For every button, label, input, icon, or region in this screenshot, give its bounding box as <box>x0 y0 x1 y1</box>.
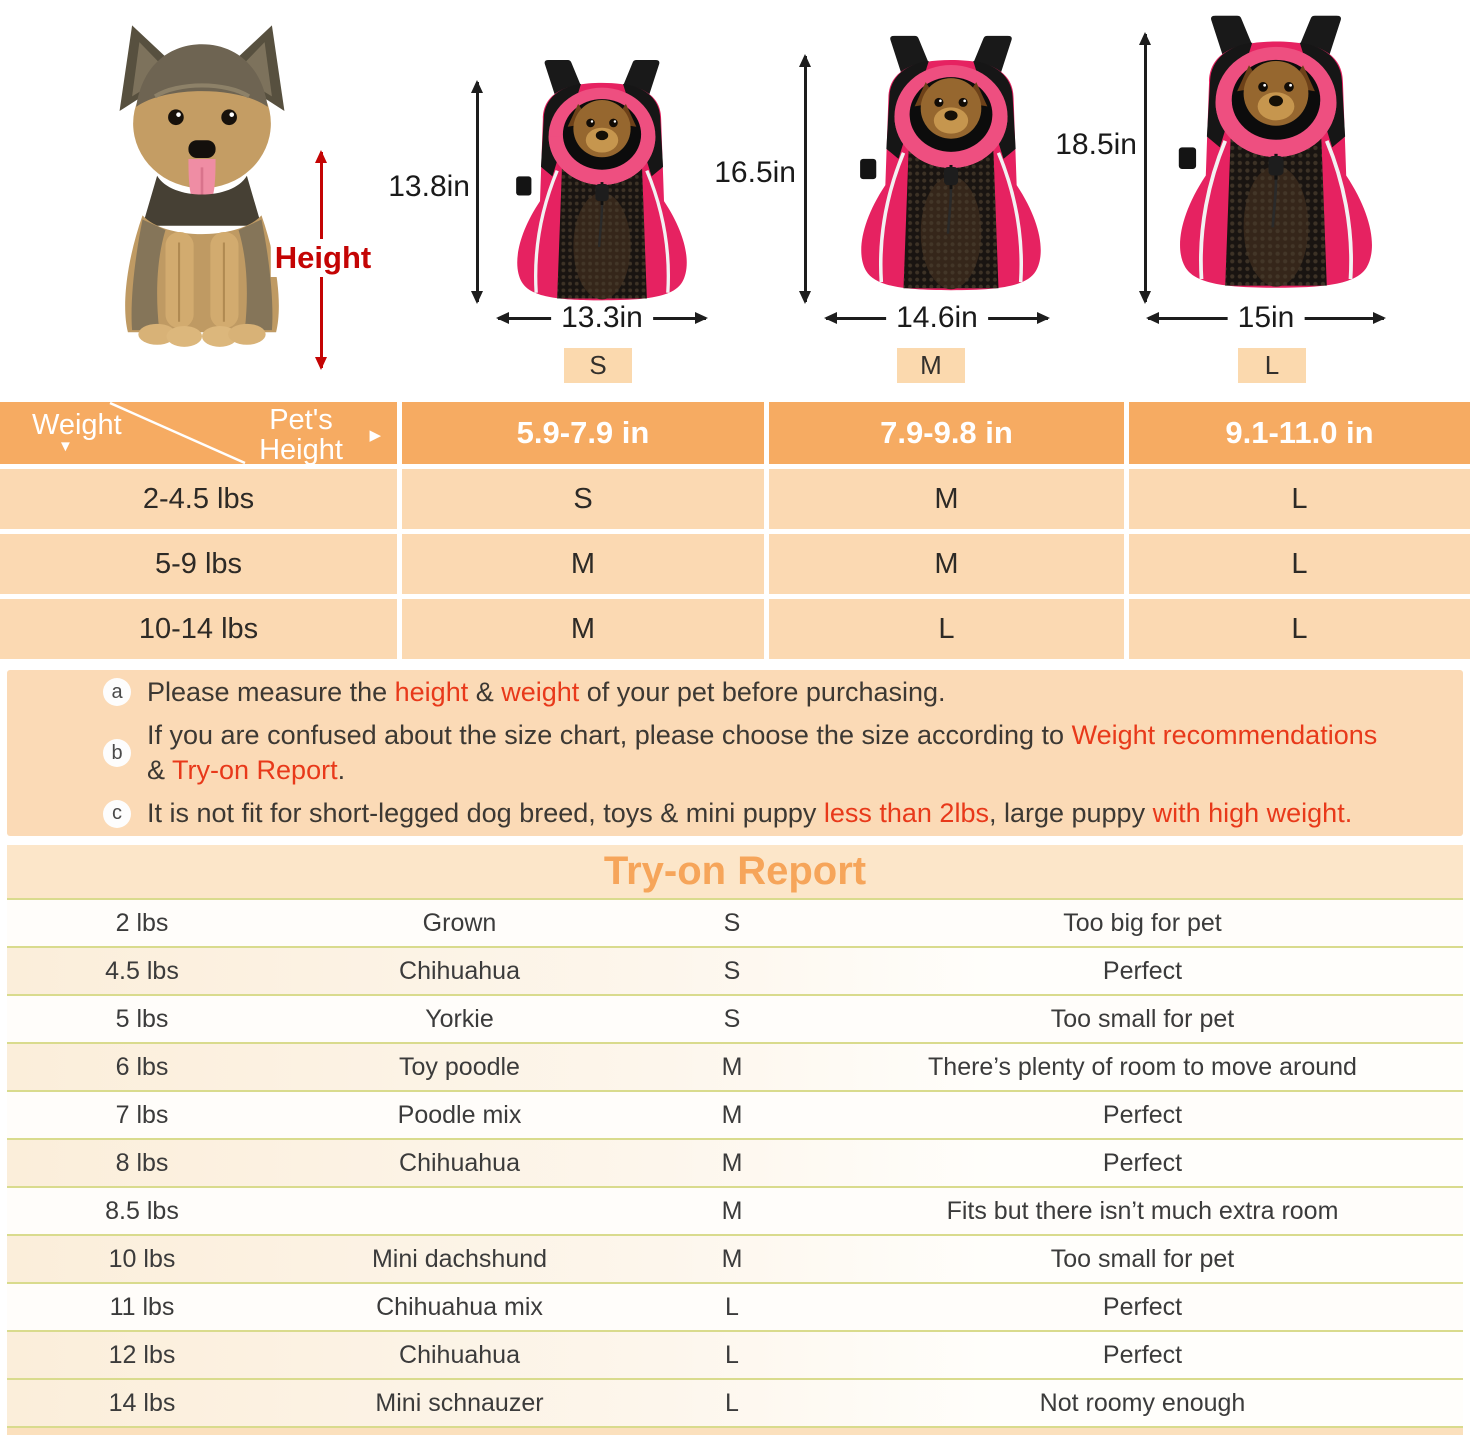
width-arrow-l-icon <box>1148 301 1384 335</box>
tryon-report <box>7 845 1463 1435</box>
tryon-comment: Perfect <box>1102 956 1183 985</box>
note-bullet: b <box>103 739 131 767</box>
tryon-report-title: Try-on Report <box>7 845 1463 898</box>
corner-weight-label: Weight <box>32 409 122 441</box>
width-value-l: 15in <box>1228 301 1305 335</box>
tryon-comment: Too big for pet <box>1063 908 1222 937</box>
tryon-comment: There’s plenty of room to move around <box>928 1052 1357 1081</box>
tryon-report-row <box>7 1090 1463 1138</box>
height-value-l: 18.5in <box>1055 128 1137 161</box>
weight-range-cell: 2-4.5 lbs <box>0 469 397 529</box>
tryon-weight: 11 lbs <box>109 1292 175 1321</box>
size-tag-m: M <box>897 348 965 383</box>
tryon-size: S <box>723 956 741 985</box>
plain-text: If you are confused about the size chart, please choose the size according to <box>147 719 1072 750</box>
tryon-size: M <box>721 1148 743 1177</box>
pet-height-label: Height <box>271 239 375 277</box>
tryon-report-row <box>7 994 1463 1042</box>
tryon-comment: Not roomy enough <box>1039 1388 1246 1417</box>
plain-text: of your pet before purchasing. <box>579 676 946 707</box>
tryon-report-row <box>7 1234 1463 1282</box>
tryon-breed: Chihuahua <box>399 1340 520 1369</box>
width-arrow-m-icon <box>826 301 1048 335</box>
tryon-report-row <box>7 1042 1463 1090</box>
size-tag-s: S <box>564 348 632 383</box>
note-item <box>103 675 1463 710</box>
tryon-size: M <box>721 1052 743 1081</box>
tryon-size: M <box>721 1196 743 1225</box>
backpack-m-image <box>850 26 1052 308</box>
recommended-size-cell: L <box>1129 599 1470 659</box>
size-table <box>0 402 1470 659</box>
note-text <box>147 675 946 710</box>
tryon-weight: 12 lbs <box>108 1340 176 1369</box>
highlighted-text: with high weight. <box>1152 798 1353 829</box>
tryon-weight: 2 lbs <box>115 908 169 937</box>
highlighted-text: less than 2lbs <box>823 798 989 829</box>
tryon-report-row <box>7 1186 1463 1234</box>
size-table-column-header: 5.9-7.9 in <box>402 402 764 464</box>
highlighted-text: weight <box>501 676 580 707</box>
recommended-size-cell: S <box>402 469 764 529</box>
tryon-breed: Poodle mix <box>397 1100 522 1129</box>
tryon-report-row <box>7 1138 1463 1186</box>
plain-text: & <box>468 676 502 707</box>
note-item <box>103 718 1463 788</box>
recommended-size-cell: M <box>769 469 1124 529</box>
highlighted-text: height <box>394 676 469 707</box>
note-bullet: a <box>103 678 131 706</box>
tryon-weight: 8 lbs <box>115 1148 169 1177</box>
plain-text: , large puppy <box>988 798 1153 829</box>
tryon-breed: Mini dachshund <box>371 1244 548 1273</box>
tryon-comment: Perfect <box>1102 1340 1183 1369</box>
tryon-comment: Fits but there isn’t much extra room <box>946 1196 1339 1225</box>
down-triangle-icon: ▼ <box>58 438 73 455</box>
plain-text: . <box>337 755 346 785</box>
tryon-comment: Too small for pet <box>1050 1004 1235 1033</box>
width-value-m: 14.6in <box>886 301 988 335</box>
plain-text: & <box>147 755 173 785</box>
note-text <box>147 718 1377 788</box>
tryon-report-row <box>7 1282 1463 1330</box>
recommended-size-cell: M <box>769 534 1124 594</box>
weight-range-cell: 10-14 lbs <box>0 599 397 659</box>
tryon-breed: Mini schnauzer <box>375 1388 544 1417</box>
tryon-report-row <box>7 898 1463 946</box>
height-arrow-m-icon <box>804 56 807 302</box>
weight-range-cell: 5-9 lbs <box>0 534 397 594</box>
height-arrow-s-icon <box>476 82 479 302</box>
tryon-breed: Toy poodle <box>399 1052 520 1081</box>
width-value-s: 13.3in <box>551 301 653 335</box>
plain-text: It is not fit for short-legged dog breed, toys & mini puppy <box>147 798 824 829</box>
tryon-breed: Chihuahua mix <box>376 1292 543 1321</box>
tryon-breed: Grown <box>422 908 497 937</box>
tryon-comment: Perfect <box>1102 1100 1183 1129</box>
tryon-comment: Perfect <box>1102 1292 1183 1321</box>
purchase-notes <box>7 670 1463 836</box>
tryon-size: S <box>723 908 741 937</box>
recommended-size-cell: M <box>402 599 764 659</box>
size-table-column-header: 7.9-9.8 in <box>769 402 1124 464</box>
note-bullet: c <box>103 800 131 828</box>
recommended-size-cell: L <box>769 599 1124 659</box>
tryon-weight: 8.5 lbs <box>105 1196 179 1225</box>
width-arrow-s-icon <box>498 301 706 335</box>
tryon-breed: Chihuahua <box>399 1148 520 1177</box>
size-table-column-header: 9.1-11.0 in <box>1129 402 1470 464</box>
size-tag-l: L <box>1238 348 1306 383</box>
tryon-size: M <box>721 1244 743 1273</box>
highlighted-text: Weight recommendations <box>1071 719 1378 750</box>
note-item <box>103 796 1463 831</box>
backpack-s-image <box>506 60 698 308</box>
highlighted-text: Try-on Report <box>172 755 338 785</box>
tryon-report-row <box>7 1378 1463 1426</box>
yorkie-photo <box>82 2 322 364</box>
tryon-weight: 7 lbs <box>115 1100 169 1129</box>
tryon-comment: Perfect <box>1102 1148 1183 1177</box>
recommended-size-cell: L <box>1129 534 1470 594</box>
tryon-size: S <box>723 1004 741 1033</box>
height-arrow-l-icon <box>1144 34 1147 302</box>
tryon-weight: 14 lbs <box>108 1388 176 1417</box>
tryon-breed: Chihuahua <box>399 956 520 985</box>
plain-text: Please measure the <box>147 676 395 707</box>
tryon-size: L <box>725 1292 739 1321</box>
tryon-weight: 4.5 lbs <box>105 956 179 985</box>
height-value-s: 13.8in <box>388 170 470 203</box>
tryon-weight: 5 lbs <box>115 1004 169 1033</box>
tryon-comment: Too small for pet <box>1050 1244 1235 1273</box>
backpack-l-image <box>1168 4 1384 308</box>
tryon-report-table <box>7 898 1463 1426</box>
recommended-size-cell: M <box>402 534 764 594</box>
tryon-bottom-strip <box>7 1426 1463 1435</box>
tryon-size: L <box>725 1340 739 1369</box>
right-triangle-icon: ▶ <box>369 427 381 444</box>
tryon-report-row <box>7 1330 1463 1378</box>
tryon-weight: 10 lbs <box>108 1244 176 1273</box>
corner-height-label: Pet's Height <box>259 404 343 467</box>
tryon-weight: 6 lbs <box>115 1052 169 1081</box>
recommended-size-cell: L <box>1129 469 1470 529</box>
tryon-size: L <box>725 1388 739 1417</box>
note-text <box>147 796 1352 831</box>
tryon-size: M <box>721 1100 743 1129</box>
tryon-report-row <box>7 946 1463 994</box>
tryon-breed: Yorkie <box>425 1004 494 1033</box>
size-table-corner-cell <box>0 402 397 467</box>
height-value-m: 16.5in <box>714 156 796 189</box>
